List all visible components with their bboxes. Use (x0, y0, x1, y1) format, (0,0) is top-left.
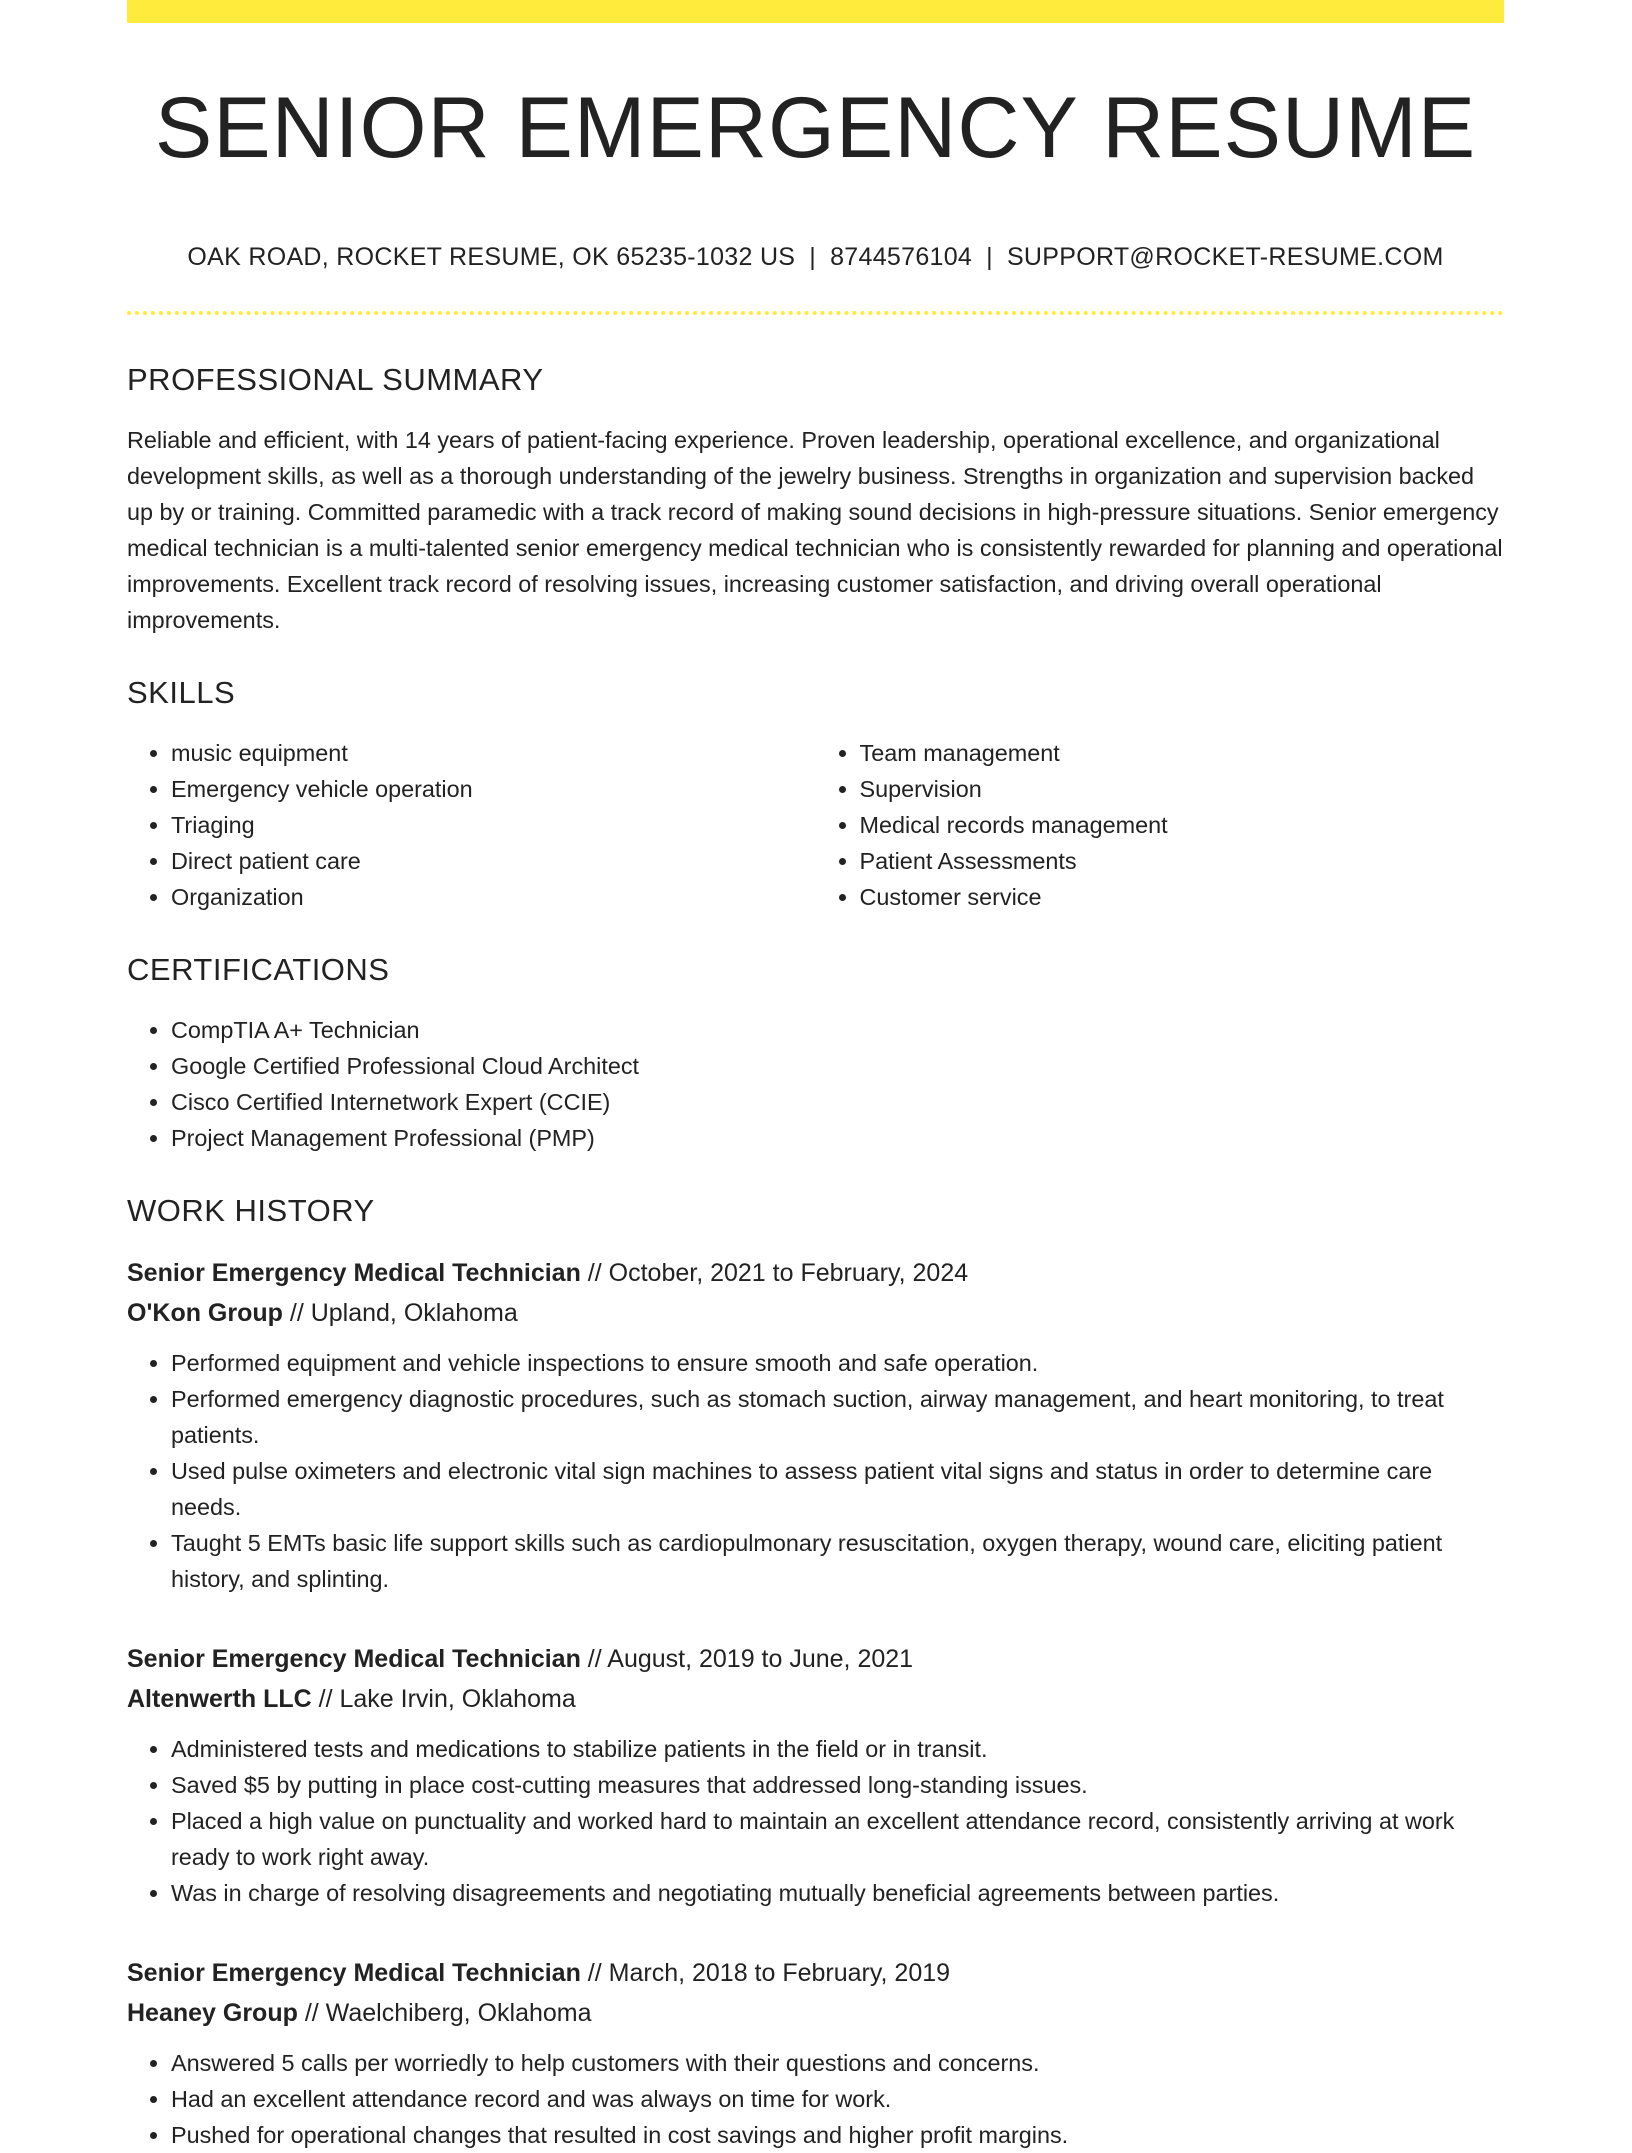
skill-item: • Organization (171, 879, 816, 915)
job-bullet: • Used pulse oximeters and electronic vital sign machines to assess patient vital signs and status in order to determine care needs. (171, 1453, 1504, 1525)
skill-item: • Team management (860, 735, 1505, 771)
separator: | (809, 242, 817, 271)
job-title-line (127, 1253, 1504, 1293)
job-bullets (127, 2045, 1504, 2153)
job-bullets (127, 1731, 1504, 1911)
job-title: Senior Emergency Medical Technician (127, 1259, 581, 1288)
contact-line (127, 242, 1504, 272)
job-entry (127, 1253, 1504, 1597)
dotted-divider (127, 311, 1504, 315)
section-heading: SKILLS (127, 674, 236, 710)
section-heading: WORK HISTORY (127, 1193, 375, 1229)
job-company-line (127, 1293, 1504, 1333)
skills-list-right (816, 735, 1505, 915)
skill-item: • Customer service (860, 879, 1505, 915)
job-title: Senior Emergency Medical Technician (127, 1645, 581, 1674)
job-bullets (127, 1345, 1504, 1597)
job-bullet: • Taught 5 EMTs basic life support skills such as cardiopulmonary resuscitation, oxygen therapy, wound care, eliciting patient history, and splinting. (171, 1525, 1504, 1597)
job-bullet: • Answered 5 calls per worriedly to help customers with their questions and concerns. (171, 2045, 1504, 2081)
job-dates: // March, 2018 to February, 2019 (580, 1959, 951, 1988)
skill-item: • Emergency vehicle operation (171, 771, 816, 807)
summary-section (127, 361, 1504, 638)
job-location: // Lake Irvin, Oklahoma (311, 1685, 576, 1714)
section-heading: CERTIFICATIONS (127, 951, 390, 987)
certification-item: • Cisco Certified Internetwork Expert (CCIE) (171, 1084, 1504, 1120)
certifications-section (127, 951, 1504, 1156)
skill-item: • Patient Assessments (860, 843, 1505, 879)
job-bullet: • Placed a high value on punctuality and worked hard to maintain an excellent attendance record, consistently arriving at work ready to work right away. (171, 1803, 1504, 1875)
skills-section (127, 674, 1504, 915)
email: SUPPORT@ROCKET-RESUME.COM (1006, 242, 1444, 271)
skill-item: • Medical records management (860, 807, 1505, 843)
phone: 8744576104 (830, 242, 973, 271)
resume-page (127, 0, 1504, 2153)
work-history-section (127, 1192, 1504, 2153)
accent-bar (127, 0, 1504, 23)
section-heading: PROFESSIONAL SUMMARY (127, 361, 544, 397)
job-company-line (127, 1993, 1504, 2033)
company-name: Altenwerth LLC (127, 1685, 312, 1714)
job-location: // Waelchiberg, Oklahoma (297, 1999, 592, 2028)
job-title-line (127, 1953, 1504, 1993)
skill-item: • Supervision (860, 771, 1505, 807)
job-bullet: • Was in charge of resolving disagreements and negotiating mutually beneficial agreements between parties. (171, 1875, 1504, 1911)
job-bullet: • Performed equipment and vehicle inspections to ensure smooth and safe operation. (171, 1345, 1504, 1381)
job-dates: // August, 2019 to June, 2021 (580, 1645, 914, 1674)
separator: | (986, 242, 993, 271)
summary-text: Reliable and efficient, with 14 years of patient-facing experience. Proven leadership, operational excellence, and organizational development skills, as well as a thorough understanding of the jewelry business. Strengths in organization and supervision backed up by or training. Committed paramedic with a track record of making sound decisions in high-pressure situations. Senior emergency medical technician is a multi-talented senior emergency medical technician who is consistently rewarded for planning and operational improvements. Excellent track record of resolving issues, increasing customer satisfaction, and driving overall operational improvements. (127, 426, 1503, 633)
job-bullet: • Pushed for operational changes that resulted in cost savings and higher profit margins. (171, 2117, 1504, 2153)
job-bullet: • Had an excellent attendance record and was always on time for work. (171, 2081, 1504, 2117)
skill-item: • Triaging (171, 807, 816, 843)
job-title: Senior Emergency Medical Technician (127, 1959, 581, 1988)
certification-item: • Google Certified Professional Cloud Architect (171, 1048, 1504, 1084)
address: OAK ROAD, ROCKET RESUME, OK 65235-1032 US (187, 242, 796, 271)
job-bullet: • Saved $5 by putting in place cost-cutting measures that addressed long-standing issues. (171, 1767, 1504, 1803)
job-location: // Upland, Oklahoma (282, 1299, 518, 1328)
certifications-list (127, 1012, 1504, 1156)
job-company-line (127, 1679, 1504, 1719)
job-entry (127, 1639, 1504, 1911)
certification-item: • Project Management Professional (PMP) (171, 1120, 1504, 1156)
skills-list-left (127, 735, 816, 915)
job-dates: // October, 2021 to February, 2024 (580, 1259, 969, 1288)
job-bullet: • Administered tests and medications to stabilize patients in the field or in transit. (171, 1731, 1504, 1767)
job-entry (127, 1953, 1504, 2153)
job-bullet: • Performed emergency diagnostic procedures, such as stomach suction, airway management, and heart monitoring, to treat patients. (171, 1381, 1504, 1453)
certification-item: • CompTIA A+ Technician (171, 1012, 1504, 1048)
company-name: Heaney Group (127, 1999, 298, 2028)
job-title-line (127, 1639, 1504, 1679)
resume-title: SENIOR EMERGENCY RESUME (154, 80, 1477, 176)
skill-item: • music equipment (171, 735, 816, 771)
skills-columns (127, 735, 1504, 915)
company-name: O'Kon Group (127, 1299, 283, 1328)
skill-item: • Direct patient care (171, 843, 816, 879)
